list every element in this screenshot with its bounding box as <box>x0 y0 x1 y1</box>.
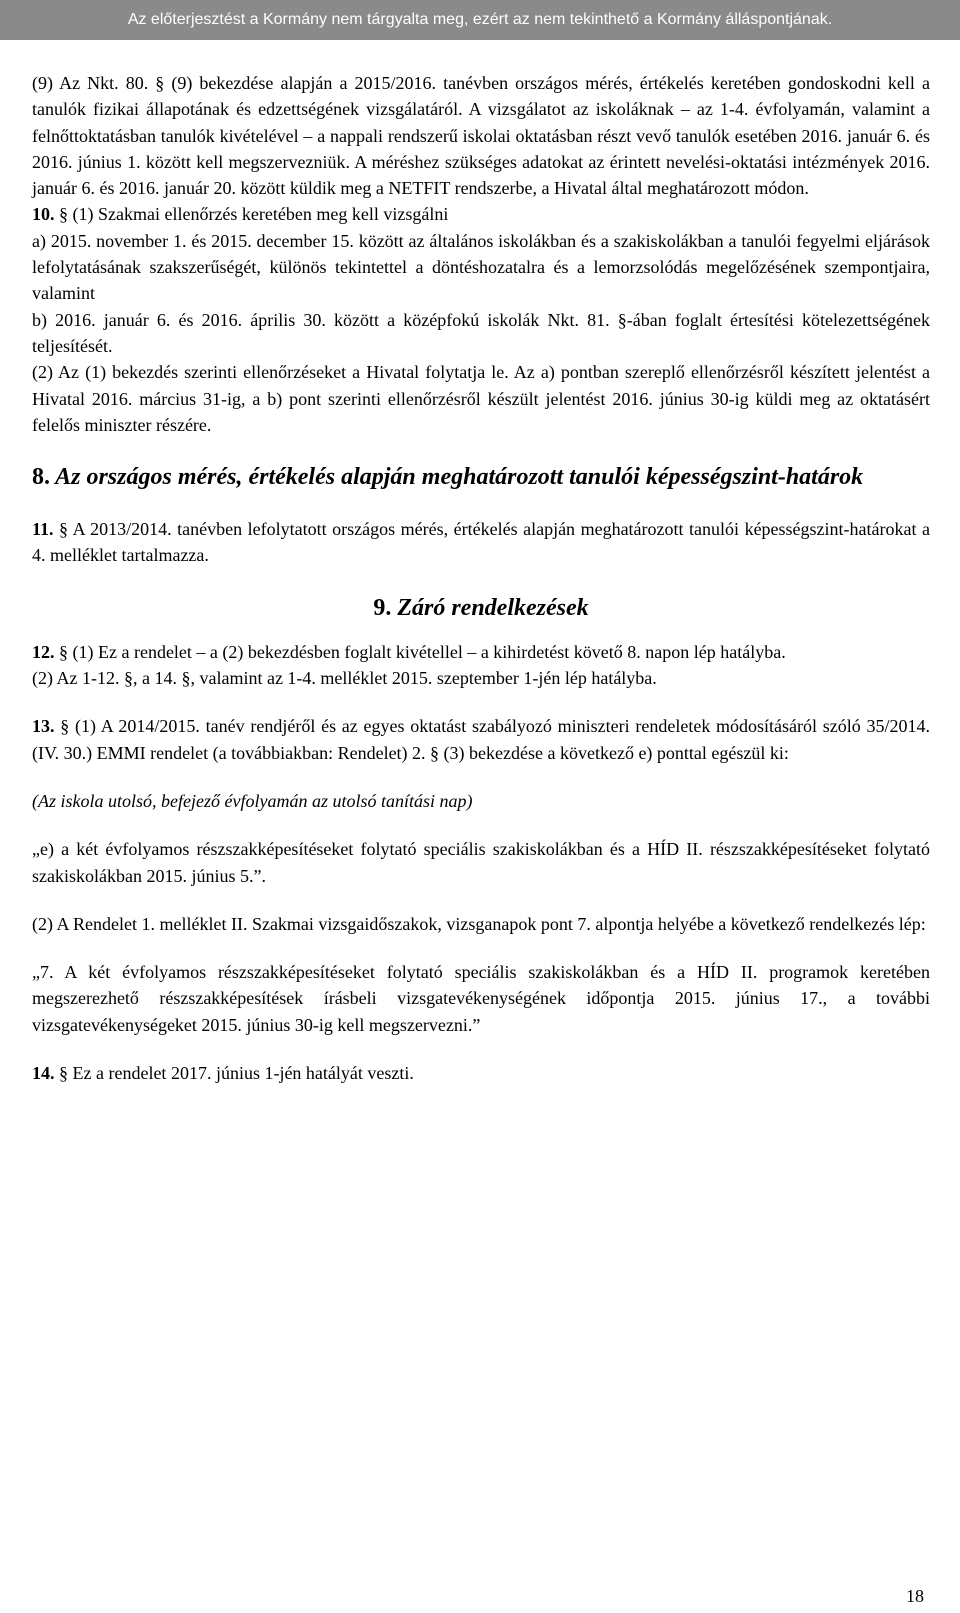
section-11-number: 11. <box>32 519 54 540</box>
chapter-8-number: 8. <box>32 464 50 491</box>
section-10-point-a: a) 2015. november 1. és 2015. december 15. között az általános iskolákban és a szakiskolákban a tanulói fegyelmi eljárások lefolytatásának szakszerűségét, különös tekintettel a döntéshozatalra és a lemorzsolódás megelőzésének szempontjaira, valamint <box>32 230 930 304</box>
section-10-paragraph-2: (2) Az (1) bekezdés szerinti ellenőrzéseket a Hivatal folytatja le. Az a) pontban szereplő ellenőrzésről készített jelentést a Hivatal 2016. március 31-ig, a b) pont szerinti ellenőrzésről készült jelentést 2016. június 30-ig küldi meg az oktatásért felelős miniszter részére. <box>32 362 930 435</box>
paragraph-9: (9) Az Nkt. 80. § (9) bekezdése alapján a 2015/2016. tanévben országos mérés, értékelés keretében gondoskodni kell a tanulók fizikai állapotának és edzettségének vizsgálatáról. A vizsgálatot az iskoláknak – az 1-4. évfolyamán, valamint a felnőttoktatásban tanulók kivételével – a nappali rendszerű iskolai oktatásban részt vevő tanulók esetében 2016. január 6. és 2016. június 1. között kell megszervezniük. A méréshez szükséges adatokat az érintett nevelési-oktatási intézmények 2016. január 6. és 2016. január 20. között küldik meg a NETFIT rendszerbe, a Hivatal által meghatározott módon. <box>32 73 930 199</box>
section-14 <box>32 1060 930 1086</box>
section-12-number: 12. <box>32 641 55 662</box>
section-10-intro <box>32 201 930 227</box>
section-13-paragraph-1 <box>32 713 930 766</box>
section-12-text-1: § (1) Ez a rendelet – a (2) bekezdésben foglalt kivétellel – a kihirdetést követő 8. napon lép hatályba. <box>59 641 786 662</box>
section-11-text: § A 2013/2014. tanévben lefolytatott országos mérés, értékelés alapján meghatározott tanulói képességszint-határokat a 4. melléklet tartalmazza. <box>32 519 931 566</box>
chapter-8-title: Az országos mérés, értékelés alapján meghatározott tanulói képességszint-határok <box>55 464 864 491</box>
section-13-quote-title: (Az iskola utolsó, befejező évfolyamán az utolsó tanítási nap) <box>32 790 473 811</box>
section-13-quote-e: „e) a két évfolyamos részszakképesítéseket folytató speciális szakiskolákban és a HÍD II. részszakképesítéseket folytató szakiskolákban 2015. június 5.”. <box>32 839 930 886</box>
section-14-number: 14. <box>32 1063 55 1084</box>
chapter-9-title: Záró rendelkezések <box>397 594 589 621</box>
document-body <box>32 70 930 1086</box>
section-13-text-1: § (1) A 2014/2015. tanév rendjéről és az egyes oktatást szabályozó miniszteri rendeletek módosításáról szóló 35/2014. (IV. 30.) EMMI rendelet (a továbbiakban: Rendelet) 2. § (3) bekezdése a következő e) ponttal egészül ki: <box>32 716 930 763</box>
section-13-quote-7: „7. A két évfolyamos részszakképesítéseket folytató speciális szakiskolákban és a HÍD II. programok keretében megszerezhető részszakképesítések írásbeli vizsgatevékenységének időpontja 2015. június 17., a további vizsgatevékenységeket 2015. június 30-ig kell megszervezni.” <box>32 962 930 1035</box>
section-12-paragraph-1 <box>32 639 930 665</box>
page-number: 18 <box>906 1586 924 1606</box>
section-13-number: 13. <box>32 716 55 737</box>
chapter-8-heading <box>32 460 930 494</box>
chapter-9-heading <box>32 591 930 625</box>
section-10-intro-text: § (1) Szakmai ellenőrzés keretében meg kell vizsgálni <box>59 204 449 225</box>
section-10-number: 10. <box>32 204 55 225</box>
section-12-paragraph-2: (2) Az 1-12. §, a 14. §, valamint az 1-4. melléklet 2015. szeptember 1-jén lép hatályba. <box>32 668 657 689</box>
section-10-point-b: b) 2016. január 6. és 2016. április 30. között a középfokú iskolák Nkt. 81. §-ában foglalt értesítési kötelezettségének teljesítését. <box>32 309 930 356</box>
chapter-9-number: 9. <box>373 594 392 621</box>
section-11 <box>32 516 930 569</box>
document-status-banner <box>0 0 960 40</box>
banner-text: Az előterjesztést a Kormány nem tárgyalta meg, ezért az nem tekinthető a Kormány álláspontjának. <box>127 11 833 28</box>
section-14-text: § Ez a rendelet 2017. június 1-jén hatályát veszti. <box>59 1063 414 1084</box>
section-13-paragraph-2: (2) A Rendelet 1. melléklet II. Szakmai vizsgaidőszakok, vizsganapok pont 7. alpontja helyébe a következő rendelkezés lép: <box>32 913 926 934</box>
